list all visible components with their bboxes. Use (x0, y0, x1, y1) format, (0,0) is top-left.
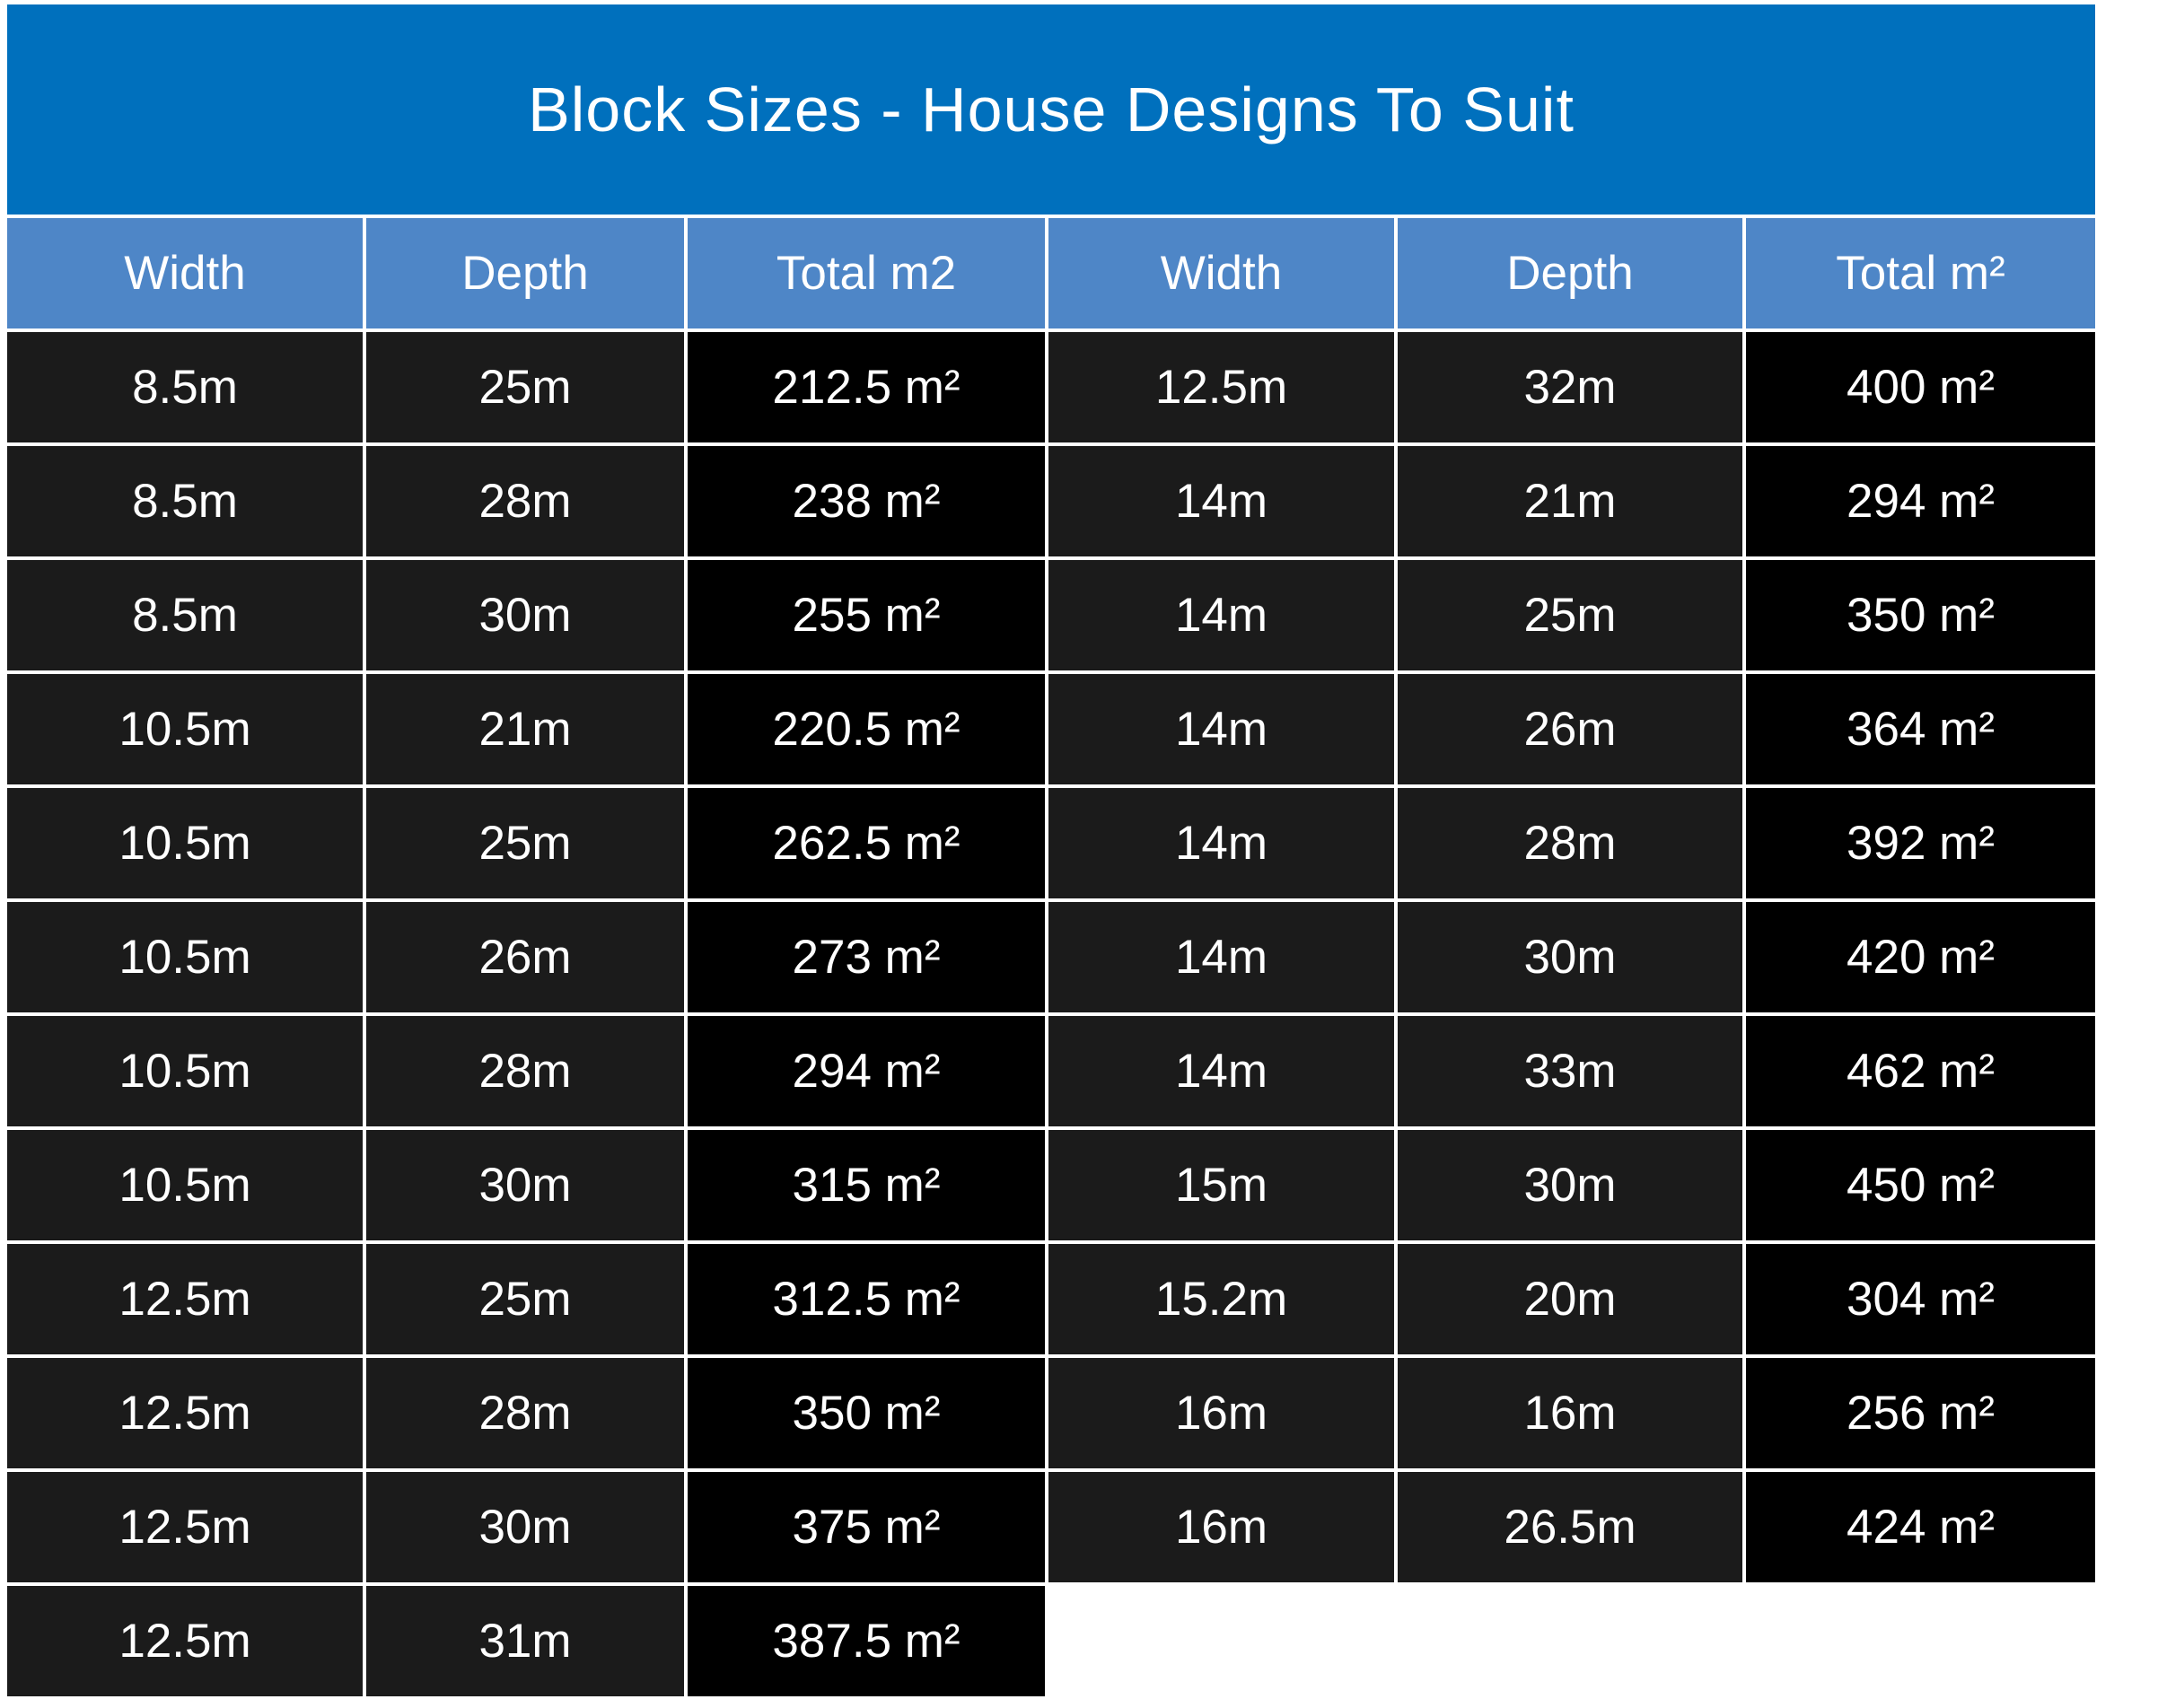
table-cell-depth: 30m (1398, 1130, 1742, 1240)
table-cell-total: 304 m² (1746, 1244, 2095, 1354)
table-cell-width: 15.2m (1048, 1244, 1394, 1354)
table-title: Block Sizes - House Designs To Suit (7, 4, 2095, 215)
table-cell-total: 312.5 m² (688, 1244, 1045, 1354)
table-cell-depth: 28m (366, 1016, 684, 1126)
table-cell-depth: 26m (366, 902, 684, 1012)
table-cell-depth: 30m (366, 560, 684, 670)
table-cell-total: 424 m² (1746, 1472, 2095, 1582)
table-cell-depth: 25m (1398, 560, 1742, 670)
table-cell-total: 462 m² (1746, 1016, 2095, 1126)
table-cell-width: 14m (1048, 788, 1394, 898)
column-header: Total m² (1746, 218, 2095, 328)
table-cell-width: 10.5m (7, 1016, 363, 1126)
column-header: Total m2 (688, 218, 1045, 328)
table-cell-width: 14m (1048, 674, 1394, 784)
table-cell-width: 8.5m (7, 332, 363, 442)
table-cell-total: 420 m² (1746, 902, 2095, 1012)
table-cell-total: 262.5 m² (688, 788, 1045, 898)
table-cell-depth: 25m (366, 332, 684, 442)
table-cell-total: 375 m² (688, 1472, 1045, 1582)
table-cell-depth: 33m (1398, 1016, 1742, 1126)
table-cell-depth: 30m (366, 1130, 684, 1240)
table-cell-depth: 32m (1398, 332, 1742, 442)
table-cell-depth: 26m (1398, 674, 1742, 784)
table-cell-total: 350 m² (688, 1358, 1045, 1468)
table-cell-depth: 25m (366, 788, 684, 898)
empty-cell (1048, 1586, 1394, 1696)
table-cell-width: 12.5m (7, 1586, 363, 1696)
table-cell-total: 294 m² (1746, 446, 2095, 556)
column-header: Depth (1398, 218, 1742, 328)
table-cell-depth: 26.5m (1398, 1472, 1742, 1582)
table-cell-total: 350 m² (1746, 560, 2095, 670)
table-cell-total: 392 m² (1746, 788, 2095, 898)
table-cell-width: 8.5m (7, 560, 363, 670)
table-cell-total: 238 m² (688, 446, 1045, 556)
table-cell-width: 10.5m (7, 674, 363, 784)
table-cell-depth: 16m (1398, 1358, 1742, 1468)
table-cell-total: 220.5 m² (688, 674, 1045, 784)
table-cell-total: 255 m² (688, 560, 1045, 670)
column-header: Depth (366, 218, 684, 328)
table-cell-depth: 28m (1398, 788, 1742, 898)
table-cell-total: 400 m² (1746, 332, 2095, 442)
table-cell-width: 16m (1048, 1472, 1394, 1582)
table-cell-total: 364 m² (1746, 674, 2095, 784)
table-cell-depth: 31m (366, 1586, 684, 1696)
table-grid (7, 218, 2095, 1696)
table-cell-width: 14m (1048, 1016, 1394, 1126)
table-cell-depth: 25m (366, 1244, 684, 1354)
table-cell-width: 16m (1048, 1358, 1394, 1468)
table-cell-width: 8.5m (7, 446, 363, 556)
table-cell-width: 10.5m (7, 1130, 363, 1240)
table-cell-width: 15m (1048, 1130, 1394, 1240)
table-cell-width: 10.5m (7, 902, 363, 1012)
table-cell-total: 256 m² (1746, 1358, 2095, 1468)
table-cell-total: 450 m² (1746, 1130, 2095, 1240)
block-sizes-table (7, 4, 2095, 1696)
table-cell-width: 10.5m (7, 788, 363, 898)
table-cell-width: 12.5m (7, 1472, 363, 1582)
table-cell-depth: 21m (1398, 446, 1742, 556)
table-cell-width: 12.5m (1048, 332, 1394, 442)
table-cell-total: 273 m² (688, 902, 1045, 1012)
empty-cell (1746, 1586, 2095, 1696)
table-cell-total: 212.5 m² (688, 332, 1045, 442)
column-header: Width (7, 218, 363, 328)
table-cell-depth: 30m (1398, 902, 1742, 1012)
table-cell-depth: 28m (366, 446, 684, 556)
table-cell-width: 14m (1048, 446, 1394, 556)
table-cell-depth: 21m (366, 674, 684, 784)
table-cell-width: 12.5m (7, 1244, 363, 1354)
table-cell-total: 315 m² (688, 1130, 1045, 1240)
table-cell-depth: 20m (1398, 1244, 1742, 1354)
table-cell-width: 12.5m (7, 1358, 363, 1468)
table-cell-total: 387.5 m² (688, 1586, 1045, 1696)
table-cell-width: 14m (1048, 560, 1394, 670)
table-cell-depth: 28m (366, 1358, 684, 1468)
table-cell-depth: 30m (366, 1472, 684, 1582)
table-cell-width: 14m (1048, 902, 1394, 1012)
table-cell-total: 294 m² (688, 1016, 1045, 1126)
empty-cell (1398, 1586, 1742, 1696)
column-header: Width (1048, 218, 1394, 328)
